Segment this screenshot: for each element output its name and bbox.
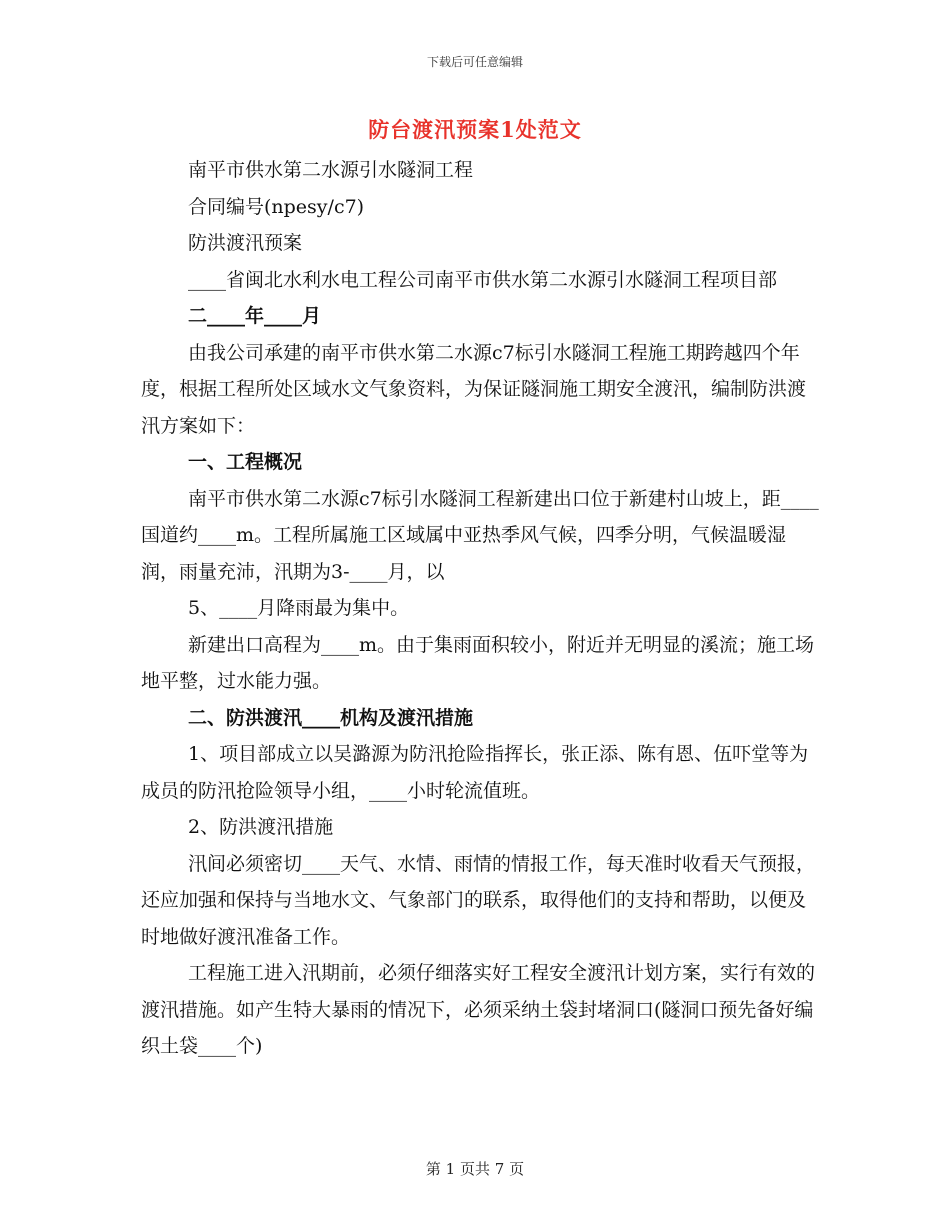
document-title: 防台渡汛预案1处范文 <box>368 117 582 142</box>
paragraph: 南平市供水第二水源引水隧洞工程 <box>188 159 474 181</box>
paragraph: 1、项目部成立以吴潞源为防汛抢险指挥长，张正添、陈有恩、伍吓堂等为成员的防汛抢险领导小组，____小时轮流值班。 <box>141 743 809 802</box>
document-body <box>141 152 821 1065</box>
paragraph: 汛间必须密切____天气、水情、雨情的情报工作，每天准时收看天气预报，还应加强和保持与当地水文、气象部门的联系，取得他们的支持和帮助，以便及时地做好渡汛准备工作。 <box>141 852 816 948</box>
paragraph: 2、防洪渡汛措施 <box>188 816 334 838</box>
page-footer: 第 1 页共 7 页 <box>425 1160 525 1178</box>
date-line: 二____年____月 <box>188 305 322 327</box>
paragraph: 由我公司承建的南平市供水第二水源c7标引水隧洞工程施工期跨越四个年度，根据工程所处区域水文气象资料，为保证隧洞施工期安全渡汛，编制防洪渡汛方案如下： <box>141 341 807 437</box>
paragraph: 工程施工进入汛期前，必须仔细落实好工程安全渡汛计划方案，实行有效的渡汛措施。如产生特大暴雨的情况下，必须采纳土袋封堵洞口(隧洞口预先备好编织土袋____个) <box>141 962 816 1057</box>
paragraph: 新建出口高程为____m。由于集雨面积较小，附近并无明显的溪流；施工场地平整，过水能力强。 <box>141 633 815 692</box>
paragraph: 合同编号(npesy/c7) <box>188 195 365 218</box>
paragraph: 南平市供水第二水源c7标引水隧洞工程新建出口位于新建村山坡上，距____国道约____m。工程所属施工区域属中亚热季风气候，四季分明，气候温暖湿润，雨量充沛，汛期为3-____月，以 <box>141 487 819 583</box>
paragraph: ____省闽北水利水电工程公司南平市供水第二水源引水隧洞工程项目部 <box>188 268 778 291</box>
page-header: 下载后可任意编辑 <box>426 55 523 69</box>
section-heading: 二、防洪渡汛____机构及渡汛措施 <box>188 706 474 729</box>
paragraph: 5、____月降雨最为集中。 <box>188 597 410 619</box>
section-heading: 一、工程概况 <box>188 451 303 473</box>
paragraph: 防洪渡汛预案 <box>188 232 303 254</box>
